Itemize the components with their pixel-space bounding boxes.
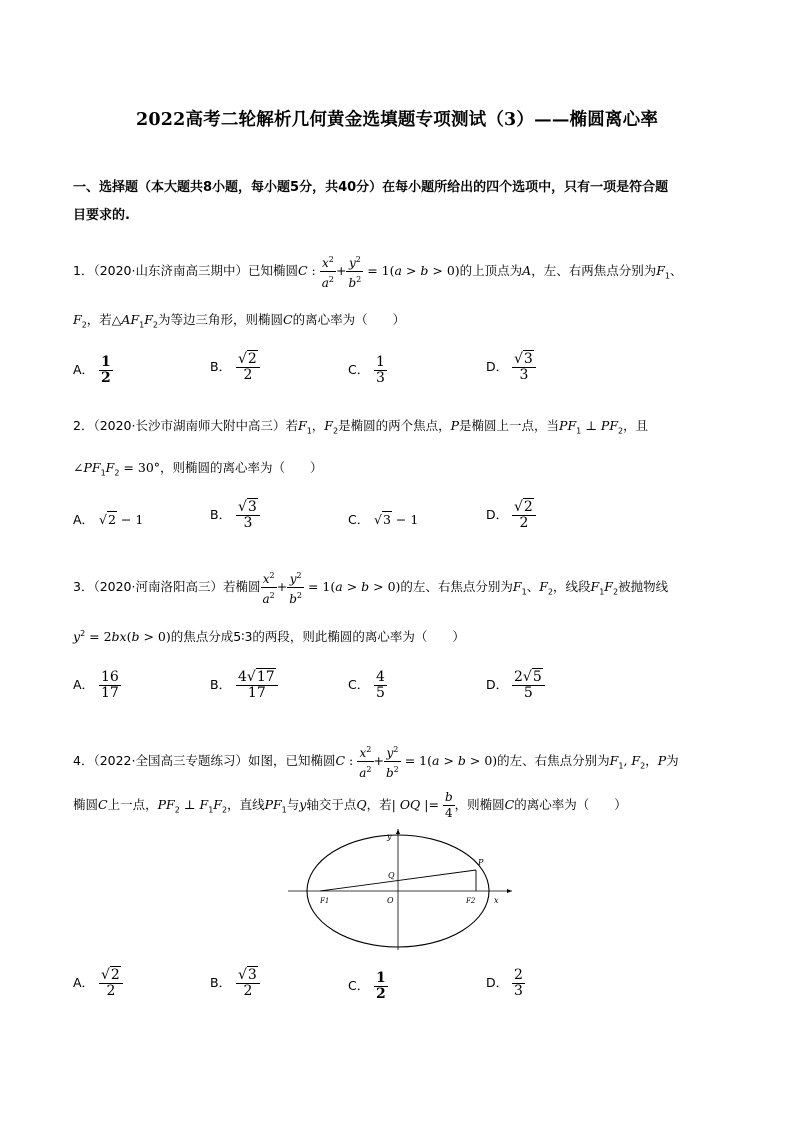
q1-option-a[interactable]: A． $\frac{1}{2}$	[73, 354, 111, 386]
q2-line-1: 2．（2020·长沙市湖南师大附中高三）若$F_1$，$F_2$是椭圆的两个焦点，P是椭圆上一点，当$PF_1$ ⊥ $PF_2$，且	[73, 418, 649, 436]
label-f2: F2	[466, 897, 476, 905]
x-axis-arrow	[507, 889, 512, 893]
q4-option-c[interactable]: C． $\frac{1}{2}$	[348, 970, 386, 1002]
q1-option-d[interactable]: D． $\frac{√3}{3}$	[486, 352, 536, 383]
q2-option-c[interactable]: C． √3 − 1	[348, 512, 419, 527]
page-title: 2022高考二轮解析几何黄金选填题专项测试（3）——椭圆离心率	[135, 110, 659, 130]
q4-option-a[interactable]: A． $\frac{√2}{2}$	[73, 968, 123, 999]
y-axis-arrow	[396, 829, 400, 834]
section-line-2: 目要求的.	[73, 208, 130, 223]
label-q: Q	[388, 871, 395, 880]
q4-option-b[interactable]: B． $\frac{√3}{2}$	[210, 968, 260, 999]
q4-option-d[interactable]: D． $\frac{2}{3}$	[486, 967, 523, 999]
q2-line-2: $\angle PF_1F_2 = 30^\circ$，则椭圆的离心率为（ ）	[73, 460, 323, 478]
q3-option-a[interactable]: A． $\frac{16}{17}$	[73, 669, 119, 701]
section-line-1: 一、选择题（本大题共8小题，每小题5分，共40分）在每小题所给出的四个选项中，只有一项是符合题	[73, 180, 669, 195]
q3-option-d[interactable]: D． $\frac{2√5}{5}$	[486, 670, 545, 701]
label-y: y	[387, 832, 392, 841]
q1-option-c[interactable]: C． $\frac{1}{3}$	[348, 354, 385, 386]
q3-line-1: 3．（2020·河南洛阳高三）若椭圆 $\frac{x^2}{a^2}$ + $\frac{y^2}{b^2}$ = 1(a > b > 0)的左、右焦点分别为$F_1$、$F_2$，线段$F_1F_2$被抛物线	[73, 568, 668, 607]
q1-line-2: $F_2$，若$\triangle AF_1F_2$为等边三角形，则椭圆C的离心率为（ ）	[73, 312, 406, 330]
section-header	[73, 174, 733, 230]
q3-option-b[interactable]: B． $\frac{4√17}{17}$	[210, 670, 278, 701]
q3-option-c[interactable]: C． $\frac{4}{5}$	[348, 669, 385, 701]
q1-option-b[interactable]: B． $\frac{√2}{2}$	[210, 352, 260, 383]
q2-option-d[interactable]: D． $\frac{√2}{2}$	[486, 500, 536, 531]
label-x: x	[494, 896, 499, 905]
q1-line-1: 1．（2020·山东济南高三期中）已知椭圆C : $\frac{x^2}{a^2}$ + $\frac{y^2}{b^2}$ = 1(a > b > 0)的上顶点为A，左、右两焦点分别为$F_1$、	[73, 252, 683, 291]
label-p: P	[478, 858, 484, 867]
q4-line-2: 椭圆C上一点，$PF_2$ ⊥ $F_1F_2$，直线$PF_1$与y轴交于点Q，若| OQ |= $\frac{b}{4}$ ，则椭圆C的离心率为（ ）	[73, 790, 627, 820]
q2-option-a[interactable]: A． √2 − 1	[73, 512, 144, 527]
label-f1: F1	[320, 897, 330, 905]
ellipse-figure	[280, 825, 520, 955]
label-o: O	[387, 896, 394, 905]
q3-line-2: $y^2 = 2bx(b > 0)$的焦点分成5∶3的两段，则此椭圆的离心率为（ ）	[73, 628, 465, 644]
q4-line-1: 4．（2022·全国高三专题练习）如图，已知椭圆C : $\frac{x^2}{a^2}$ + $\frac{y^2}{b^2}$ = 1(a > b > 0)的左、右焦点分别为$F_1$, $F_2$，P为	[73, 742, 679, 781]
q2-option-b[interactable]: B． $\frac{√3}{3}$	[210, 500, 260, 531]
